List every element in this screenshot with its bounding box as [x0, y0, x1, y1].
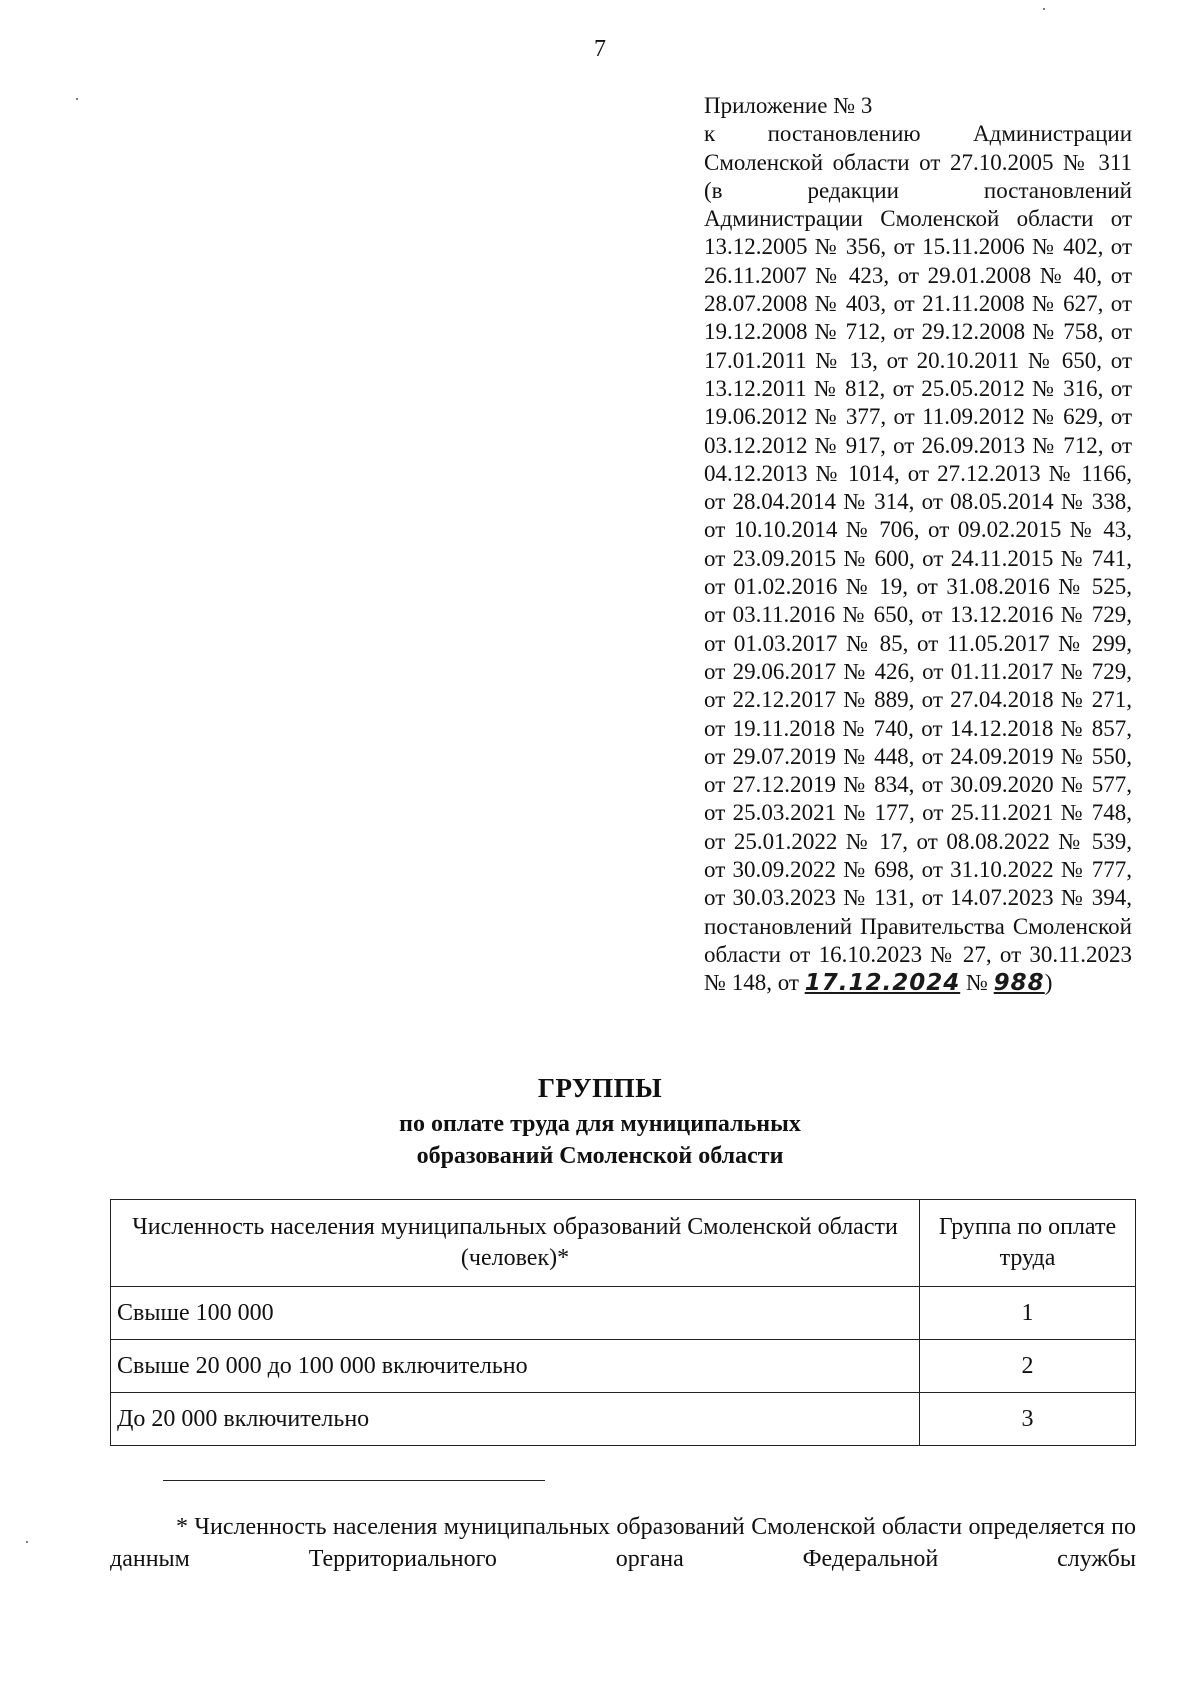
heading-line-1: по оплате труда для муниципальных — [399, 1111, 801, 1137]
scan-speck — [26, 1541, 28, 1543]
heading-title: ГРУППЫ — [537, 1073, 663, 1103]
population-cell: Свыше 20 000 до 100 000 включительно — [111, 1340, 920, 1393]
number-prefix: № — [965, 970, 988, 996]
annex-block — [704, 92, 1132, 998]
document-heading — [0, 1068, 1200, 1172]
population-cell: До 20 000 включительно — [111, 1393, 920, 1446]
heading-line-2: образований Смоленской области — [416, 1143, 784, 1169]
group-cell: 1 — [920, 1287, 1136, 1340]
table-row — [111, 1287, 1136, 1340]
annex-closing: ) — [1044, 970, 1053, 996]
table-header-row — [111, 1200, 1136, 1287]
scan-speck — [1043, 8, 1045, 10]
annex-body — [704, 120, 1132, 997]
page-number: 7 — [594, 36, 606, 62]
group-cell: 3 — [920, 1393, 1136, 1446]
handwritten-date: 17.12.2024 — [804, 970, 961, 997]
pay-groups-table — [110, 1199, 1136, 1446]
table-row — [111, 1393, 1136, 1446]
annex-title: Приложение № 3 — [704, 93, 873, 118]
column-header-group: Группа по оплате труда — [920, 1200, 1136, 1287]
annex-body-text: к постановлению Администрации Смоленской области от 27.10.2005 № 311 (в редакции постановлений Администрации Смоленской области от 13.12.2005 № 356, от 15.11.2006 № 402, от 26.11.2007 № 423, от 29.01.2008 № 40, от 28.07.2008 № 403, от 21.11.2008 № 627, от 19.12.2008 № 712, от 29.12.2008 № 758, от 17.01.2011 № 13, от 20.10.2011 № 650, от 13.12.2011 № 812, от 25.05.2012 № 316, от 19.06.2012 № 377, от 11.09.2012 № 629, от 03.12.2012 № 917, от 26.09.2013 № 712, от 04.12.2013 № 1014, от 27.12.2013 № 1166, от 28.04.2014 № 314, от 08.05.2014 № 338, от 10.10.2014 № 706, от 09.02.2015 № 43, от 23.09.2015 № 600, от 24.11.2015 № 741, от 01.02.2016 № 19, от 31.08.2016 № 525, от 03.11.2016 № 650, от 13.12.2016 № 729, от 01.03.2017 № 85, от 11.05.2017 № 299, от 29.06.2017 № 426, от 01.11.2017 № 729, от 22.12.2017 № 889, от 27.04.2018 № 271, от 19.11.2018 № 740, от 14.12.2018 № 857, от 29.07.2019 № 448, от 24.09.2019 № 550, от 27.12.2019 № 834, от 30.09.2020 № 577, от 25.03.2021 № 177, от 25.11.2021 № 748, от 25.01.2022 № 17, от 08.08.2022 № 539, от 30.09.2022 № 698, от 31.10.2022 № 777, от 30.03.2023 № 131, от 14.07.2023 № 394, постановлений Правительства Смоленской области от 16.10.2023 № 27, от 30.11.2023 № 148, от — [704, 121, 1132, 996]
population-cell: Свыше 100 000 — [111, 1287, 920, 1340]
footnote-divider — [163, 1480, 545, 1481]
footnote: * Численность населения муниципальных образований Смоленской области определяется по данным Территориального органа Федеральной службы — [110, 1514, 1136, 1572]
column-header-population: Численность населения муниципальных образований Смоленской области (человек)* — [111, 1200, 920, 1287]
group-cell: 2 — [920, 1340, 1136, 1393]
table-row — [111, 1340, 1136, 1393]
scan-speck — [76, 98, 78, 100]
handwritten-number: 988 — [993, 970, 1045, 997]
